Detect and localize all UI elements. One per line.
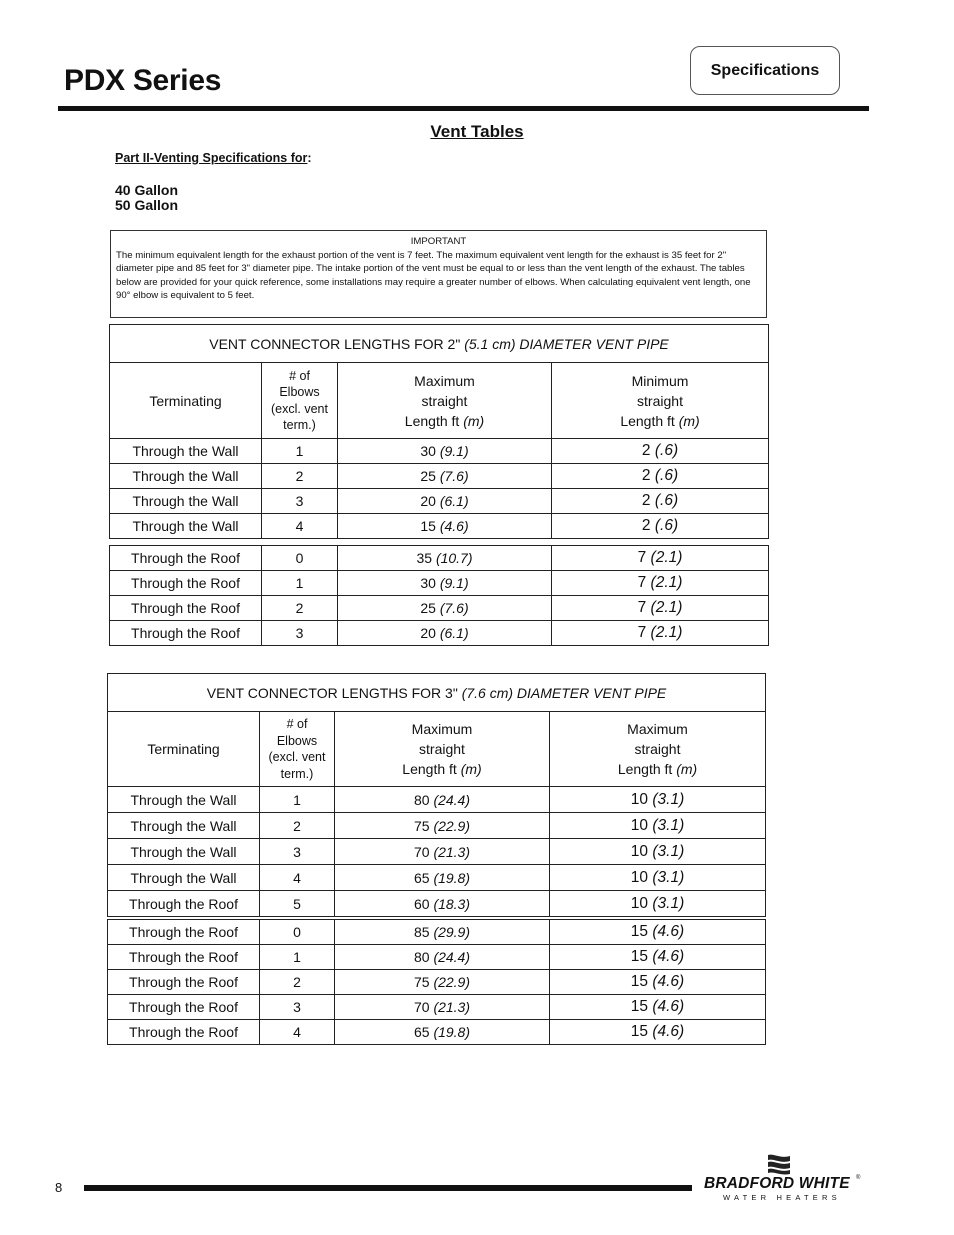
cell-max-length: 60 (18.3) [335, 891, 550, 917]
table-row [108, 920, 766, 945]
cell-terminating: Through the Roof [110, 571, 262, 596]
cell-terminating: Through the Roof [108, 995, 260, 1020]
cell-max-length: 30 (9.1) [338, 571, 552, 596]
col-header-max-length: Maximum straight Length ft (m) [338, 363, 552, 439]
cell-elbows: 1 [260, 787, 335, 813]
cell-elbows: 1 [262, 571, 338, 596]
cell-min-length: 15 (4.6) [550, 970, 766, 995]
cell-max-length: 65 (19.8) [335, 1020, 550, 1045]
brand-logo [702, 1153, 862, 1205]
cell-elbows: 3 [262, 489, 338, 514]
table-row [110, 546, 769, 571]
cell-terminating: Through the Wall [108, 787, 260, 813]
table-row [108, 839, 766, 865]
table-row [110, 464, 769, 489]
cell-min-length: 2 (.6) [552, 514, 769, 539]
cell-max-length: 85 (29.9) [335, 920, 550, 945]
cell-elbows: 3 [262, 621, 338, 646]
cell-min-length: 15 (4.6) [550, 945, 766, 970]
section-tab: Specifications [690, 46, 840, 95]
cell-min-length: 10 (3.1) [550, 891, 766, 917]
cell-max-length: 25 (7.6) [338, 464, 552, 489]
cell-min-length: 10 (3.1) [550, 839, 766, 865]
cell-max-length: 80 (24.4) [335, 787, 550, 813]
cell-max-length: 25 (7.6) [338, 596, 552, 621]
cell-elbows: 0 [262, 546, 338, 571]
logo-registered: ® [856, 1175, 861, 1181]
cell-min-length: 10 (3.1) [550, 813, 766, 839]
cell-elbows: 1 [260, 945, 335, 970]
cell-min-length: 7 (2.1) [552, 621, 769, 646]
table-row [108, 787, 766, 813]
col-header-terminating: Terminating [108, 712, 260, 787]
cell-max-length: 20 (6.1) [338, 621, 552, 646]
cell-elbows: 4 [260, 865, 335, 891]
cell-max-length: 75 (22.9) [335, 813, 550, 839]
cell-max-length: 70 (21.3) [335, 839, 550, 865]
gallon-label: 50 Gallon [115, 197, 179, 213]
cell-elbows: 1 [262, 439, 338, 464]
cell-max-length: 70 (21.3) [335, 995, 550, 1020]
cell-min-length: 15 (4.6) [550, 995, 766, 1020]
cell-terminating: Through the Roof [108, 891, 260, 917]
part-label [115, 151, 312, 165]
cell-min-length: 15 (4.6) [550, 1020, 766, 1045]
page-number: 8 [55, 1180, 63, 1195]
cell-elbows: 3 [260, 995, 335, 1020]
table-row [110, 571, 769, 596]
cell-min-length: 7 (2.1) [552, 571, 769, 596]
col-header-min-length: Minimum straight Length ft (m) [552, 363, 769, 439]
vent-table-3in-roof [107, 919, 766, 1045]
table-row [108, 995, 766, 1020]
cell-terminating: Through the Wall [108, 839, 260, 865]
cell-elbows: 2 [260, 813, 335, 839]
cell-terminating: Through the Roof [110, 596, 262, 621]
cell-max-length: 15 (4.6) [338, 514, 552, 539]
cell-elbows: 0 [260, 920, 335, 945]
col-header-terminating: Terminating [110, 363, 262, 439]
cell-min-length: 15 (4.6) [550, 920, 766, 945]
cell-max-length: 20 (6.1) [338, 489, 552, 514]
col-header-elbows: # of Elbows (excl. vent term.) [262, 363, 338, 439]
footer-divider [84, 1185, 692, 1191]
cell-min-length: 10 (3.1) [550, 787, 766, 813]
cell-terminating: Through the Roof [108, 920, 260, 945]
table-row [108, 945, 766, 970]
important-heading: IMPORTANT [410, 236, 467, 247]
table-row [108, 970, 766, 995]
cell-terminating: Through the Roof [108, 945, 260, 970]
table-row [108, 813, 766, 839]
table-row [108, 865, 766, 891]
cell-terminating: Through the Wall [108, 865, 260, 891]
table-row [110, 596, 769, 621]
cell-terminating: Through the Wall [110, 464, 262, 489]
cell-min-length: 7 (2.1) [552, 546, 769, 571]
cell-elbows: 5 [260, 891, 335, 917]
cell-min-length: 2 (.6) [552, 489, 769, 514]
cell-min-length: 2 (.6) [552, 439, 769, 464]
vent-table-2in-roof [109, 545, 769, 646]
col-header-max-length: Maximum straight Length ft (m) [335, 712, 550, 787]
table-row [108, 891, 766, 917]
table-caption: VENT CONNECTOR LENGTHS FOR 2" (5.1 cm) DIAMETER VENT PIPE [110, 325, 769, 363]
cell-elbows: 2 [260, 970, 335, 995]
cell-terminating: Through the Roof [108, 970, 260, 995]
part-label-text: Part II-Venting Specifications for [115, 151, 308, 165]
important-notice [110, 230, 767, 318]
cell-terminating: Through the Wall [110, 489, 262, 514]
cell-max-length: 30 (9.1) [338, 439, 552, 464]
cell-terminating: Through the Roof [110, 621, 262, 646]
cell-terminating: Through the Wall [110, 439, 262, 464]
section-title: Vent Tables [430, 122, 524, 141]
cell-min-length: 10 (3.1) [550, 865, 766, 891]
logo-tagline: WATER HEATERS [723, 1193, 841, 1202]
cell-max-length: 35 (10.7) [338, 546, 552, 571]
logo-brand: BRADFORD WHITE [704, 1175, 850, 1192]
cell-terminating: Through the Wall [110, 514, 262, 539]
flag-icon [764, 1153, 794, 1175]
table-row [110, 439, 769, 464]
table-row [110, 621, 769, 646]
cell-max-length: 75 (22.9) [335, 970, 550, 995]
page-title: PDX Series [64, 64, 222, 97]
cell-min-length: 7 (2.1) [552, 596, 769, 621]
table-row [108, 1020, 766, 1045]
gallon-label: 40 Gallon [115, 182, 179, 198]
cell-elbows: 4 [262, 514, 338, 539]
cell-max-length: 65 (19.8) [335, 865, 550, 891]
col-header-max-length-2: Maximum straight Length ft (m) [550, 712, 766, 787]
table-row [110, 514, 769, 539]
cell-elbows: 4 [260, 1020, 335, 1045]
vent-table-3in [107, 673, 766, 917]
cell-terminating: Through the Wall [108, 813, 260, 839]
table-caption: VENT CONNECTOR LENGTHS FOR 3" (7.6 cm) DIAMETER VENT PIPE [108, 674, 766, 712]
cell-terminating: Through the Roof [108, 1020, 260, 1045]
table-row [110, 489, 769, 514]
vent-table-2in [109, 324, 769, 539]
cell-elbows: 2 [262, 464, 338, 489]
part-label-colon: : [307, 151, 312, 165]
col-header-elbows: # of Elbows (excl. vent term.) [260, 712, 335, 787]
cell-elbows: 3 [260, 839, 335, 865]
cell-min-length: 2 (.6) [552, 464, 769, 489]
cell-elbows: 2 [262, 596, 338, 621]
important-text: The minimum equivalent length for the exhaust portion of the vent is 7 feet. The maximum equivalent vent length for the exhaust is 35 feet for 2" diameter pipe and 85 feet for 3" diameter pipe. The intake portion of the vent must be equal to or less than the vent length of the exhaust. The tables below are provided for your quick reference, some installations may require a greater number of elbows. When calculating equivalent vent length, one 90° elbow is equivalent to 5 feet. [116, 249, 751, 302]
header-divider [58, 106, 869, 111]
cell-terminating: Through the Roof [110, 546, 262, 571]
cell-max-length: 80 (24.4) [335, 945, 550, 970]
